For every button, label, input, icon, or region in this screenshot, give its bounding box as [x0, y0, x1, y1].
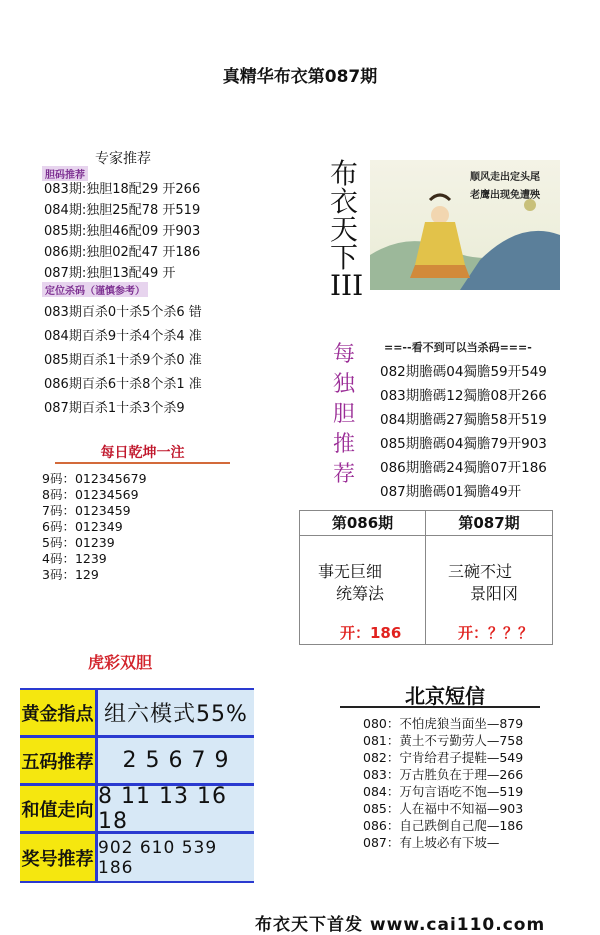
- vertical-char: 独: [332, 372, 355, 397]
- brand-char: III: [330, 269, 364, 302]
- code-line: 6码：012349: [42, 519, 123, 534]
- grid-label: 黄金指点: [20, 690, 95, 735]
- col1-head: 第086期: [300, 511, 426, 536]
- brand-chars: [330, 157, 365, 302]
- beijing-line: 080：不怕虎狼当面坐—879: [363, 716, 524, 731]
- col1-text-a: 事无巨细: [318, 562, 383, 581]
- kill-line: 087期百杀1十杀3个杀9: [44, 401, 185, 416]
- dan-tag: 胆码推荐: [42, 166, 88, 181]
- vertical-heading: [326, 340, 362, 490]
- double-line: 082期膽碼04獨膽59开549: [380, 364, 547, 380]
- double-line: 084期膽碼27獨膽58开519: [380, 412, 547, 428]
- footer-url: 布衣天下首发 www.cai110.com: [255, 915, 546, 935]
- double-line: 083期膽碼12獨膽08开266: [380, 388, 547, 404]
- col2-foot: 开：？？？: [458, 624, 534, 642]
- col2-text-b: 景阳冈: [470, 584, 519, 603]
- painting: [370, 160, 560, 290]
- brand-char: 下: [330, 241, 359, 274]
- page-title: 真精华布衣第087期: [222, 67, 378, 87]
- table-divider: [425, 536, 426, 644]
- col2-head: 第087期: [426, 511, 552, 536]
- dan-line: 083期:独胆18配29 开266: [44, 182, 201, 197]
- col2-text-a: 三碗不过: [448, 562, 513, 581]
- vertical-char: 胆: [332, 402, 355, 427]
- col1-text-b: 统筹法: [336, 584, 385, 603]
- daily-heading: 每日乾坤一注: [55, 442, 230, 464]
- pos-tag: 定位杀码（谨慎参考）: [42, 282, 148, 297]
- kill-line: 084期百杀9十杀4个杀4 准: [44, 329, 202, 344]
- double-line: 087期膽碼01獨膽49开: [380, 484, 522, 500]
- grid-value: 902 610 539 186: [98, 834, 254, 881]
- grid-label: 和值走向: [20, 786, 95, 831]
- beijing-line: 081：黄土不亏勤劳人—758: [363, 733, 524, 748]
- beijing-line: 082：宁肯给君子提鞋—549: [363, 750, 524, 765]
- code-line: 4码：1239: [42, 551, 107, 566]
- issue-table: [299, 510, 553, 645]
- beijing-title: 北京短信: [405, 684, 485, 708]
- poem-line: 顺风走出定头尾: [470, 172, 540, 183]
- tiger-grid: [20, 688, 254, 883]
- beijing-line: 087：有上坡必有下坡—: [363, 835, 500, 850]
- poem-line: 老鹰出现免遭殃: [470, 190, 540, 201]
- dan-line: 084期:独胆25配78 开519: [44, 203, 201, 218]
- kill-line: 083期百杀0十杀5个杀6 错: [44, 305, 202, 320]
- vertical-char: 推: [332, 432, 355, 457]
- code-line: 3码：129: [42, 567, 99, 582]
- vertical-char: 荐: [332, 462, 355, 487]
- kill-line: 086期百杀6十杀8个杀1 准: [44, 377, 202, 392]
- beijing-line: 086：自己跌倒自己爬—186: [363, 818, 524, 833]
- code-line: 9码：012345679: [42, 471, 147, 486]
- brand-char: 天: [330, 213, 359, 246]
- grid-value: 组六模式55%: [98, 690, 254, 735]
- beijing-line: 085：人在福中不知福—903: [363, 801, 524, 816]
- beijing-line: 083：万古胜负在于理—266: [363, 767, 524, 782]
- double-line: 085期膽碼04獨膽79开903: [380, 436, 547, 452]
- code-line: 7码：0123459: [42, 503, 131, 518]
- beijing-rule: [340, 706, 540, 708]
- dan-line: 087期:独胆13配49 开: [44, 266, 176, 281]
- tiger-title: 虎彩双胆: [88, 653, 153, 672]
- vertical-char: 每: [332, 342, 355, 367]
- double-line: 086期膽碼24獨膽07开186: [380, 460, 547, 476]
- double-heading: ==--看不到可以当杀码===-: [384, 341, 532, 354]
- code-line: 8码：01234569: [42, 487, 139, 502]
- dan-line: 085期:独胆46配09 开903: [44, 224, 201, 239]
- brand-char: 衣: [330, 185, 359, 218]
- grid-value: 2 5 6 7 9: [98, 738, 254, 783]
- code-line: 5码：01239: [42, 535, 115, 550]
- grid-label: 奖号推荐: [20, 834, 95, 881]
- brand-char: 布: [330, 157, 359, 190]
- kill-line: 085期百杀1十杀9个杀0 准: [44, 353, 202, 368]
- col1-foot: 开：186: [340, 624, 402, 642]
- dan-line: 086期:独胆02配47 开186: [44, 245, 201, 260]
- expert-heading: 专家推荐: [95, 151, 151, 167]
- grid-label: 五码推荐: [20, 738, 95, 783]
- grid-value: 8 11 13 16 18: [98, 786, 254, 831]
- beijing-line: 084：万句言语吃不饱—519: [363, 784, 524, 799]
